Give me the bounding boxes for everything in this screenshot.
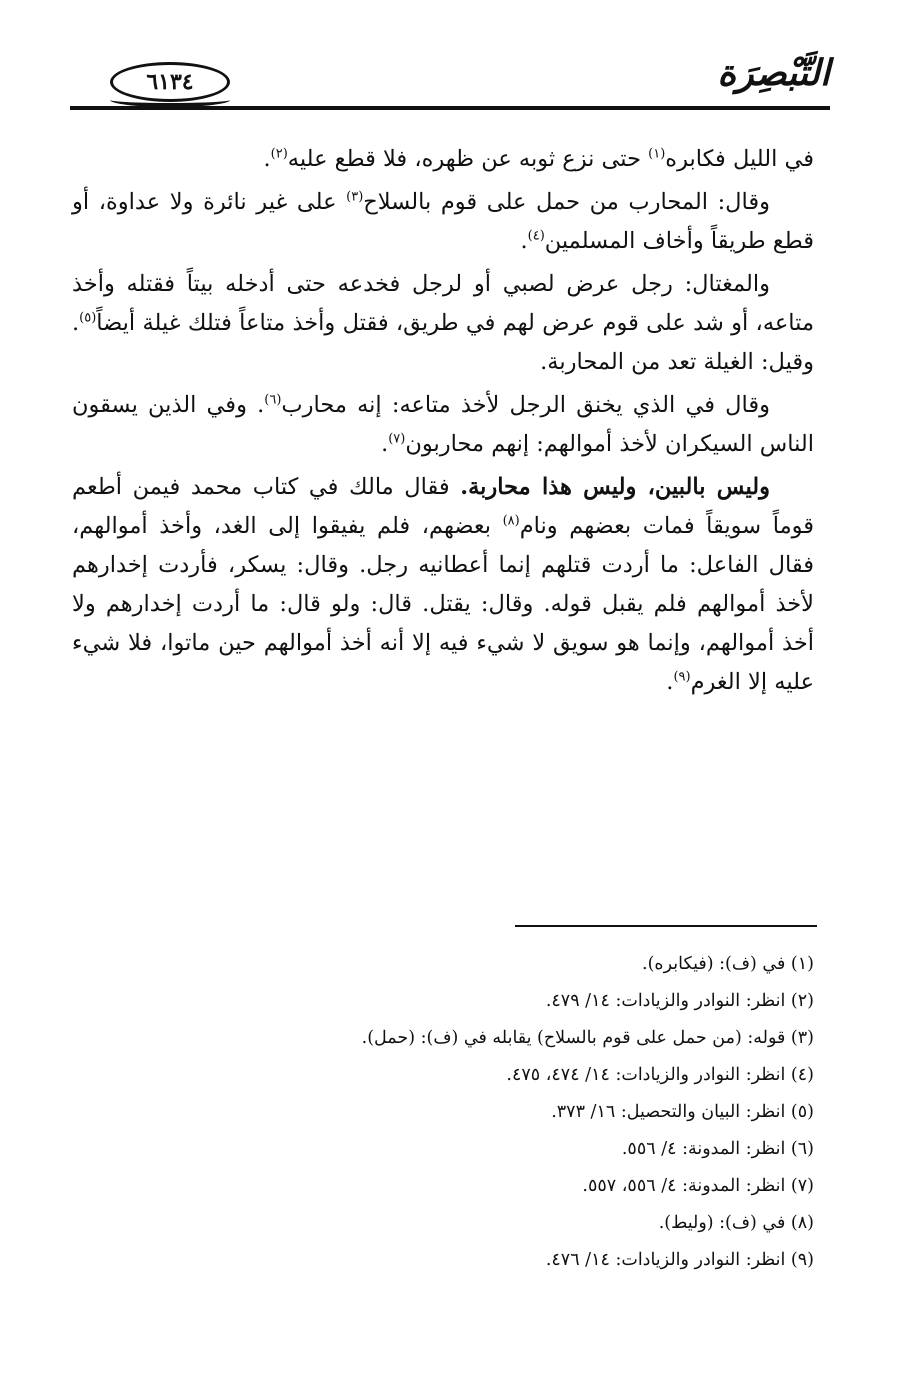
bold-text: وليس بالبين، وليس هذا محاربة. xyxy=(460,474,770,500)
footnote-reference: (٦) xyxy=(264,392,282,408)
text-segment: والمغتال: رجل عرض لصبي أو لرجل فخدعه حتى أدخله بيتاً فقتله وأخذ متاعه، أو شد على قوم عرض لهم في طريق، فقتل وأخذ متاعاً فتلك غيلة أيضاً xyxy=(72,271,814,336)
footnote-reference: (٥) xyxy=(79,310,97,326)
footnote-reference: (٣) xyxy=(346,189,364,205)
paragraph xyxy=(72,140,814,179)
page-number: ٦١٣٤ xyxy=(146,69,194,95)
footnote: (٦) انظر: المدونة: ٤/ ٥٥٦. xyxy=(621,1139,814,1159)
footnote: (٤) انظر: النوادر والزيادات: ١٤/ ٤٧٤، ٤٧٥. xyxy=(506,1065,814,1085)
footnote-reference: (٢) xyxy=(270,146,288,162)
text-segment: وقال في الذي يخنق الرجل لأخذ متاعه: إنه محارب xyxy=(281,392,771,418)
text-segment: بعضهم، فلم يفيقوا إلى الغد، وأخذ أموالهم، فقال الفاعل: ما أردت قتلهم إنما أعطانيه رجل. وقال: يسكر، فأردت إخدارهم لأخذ أموالهم فلم يقبل قوله. وقال: يقتل. قال: ولو قال: ما أردت إخدارهم ولا أخذ أموالهم، وإنما هو سويق لا شيء فيه إلا أنه أخذ أموالهم حين ماتوا، فلا شيء عليه إلا الغرم xyxy=(72,513,814,695)
text-segment: حتى نزع ثوبه عن ظهره، فلا قطع عليه xyxy=(287,146,649,172)
footnote: (٣) قوله: (من حمل على قوم بالسلاح) يقابله في (ف): (حمل). xyxy=(361,1028,814,1048)
main-text xyxy=(72,140,814,706)
text-segment: في الليل فكابره xyxy=(665,146,814,172)
footnote: (٢) انظر: النوادر والزيادات: ١٤/ ٤٧٩. xyxy=(545,991,814,1011)
footnote: (٩) انظر: النوادر والزيادات: ١٤/ ٤٧٦. xyxy=(545,1250,814,1270)
text-segment: . وقيل: الغيلة تعد من المحاربة. xyxy=(72,310,814,375)
text-segment: . xyxy=(666,669,674,695)
footnote-reference: (٤) xyxy=(527,228,545,244)
footnote: (٧) انظر: المدونة: ٤/ ٥٥٦، ٥٥٧. xyxy=(582,1176,814,1196)
footnote: (١) في (ف): (فيكابره). xyxy=(642,954,814,974)
header-rule xyxy=(70,106,830,110)
text-segment: . xyxy=(263,146,271,172)
text-segment: فقال مالك في كتاب محمد فيمن أطعم قوماً سويقاً فمات بعضهم ونام xyxy=(72,474,815,539)
book-title: التَّبْصِرَة xyxy=(717,52,830,94)
text-segment: . xyxy=(520,228,528,254)
text-segment: . xyxy=(381,431,389,457)
paragraph xyxy=(72,183,814,261)
text-segment: . وفي الذين يسقون الناس السيكران لأخذ أموالهم: إنهم محاربون xyxy=(72,392,814,457)
footnote-reference: (١) xyxy=(648,146,666,162)
footnotes xyxy=(114,946,814,1279)
paragraph xyxy=(72,386,814,464)
text-segment: وقال: المحارب من حمل على قوم بالسلاح xyxy=(363,189,770,215)
text-segment: على غير نائرة ولا عداوة، أو قطع طريقاً وأخاف المسلمين xyxy=(72,189,814,254)
paragraph xyxy=(72,468,814,702)
footnote-reference: (٧) xyxy=(388,431,406,447)
paragraph xyxy=(72,265,814,382)
page-header xyxy=(70,52,830,112)
footnote: (٥) انظر: البيان والتحصيل: ١٦/ ٣٧٣. xyxy=(551,1102,814,1122)
page-number-badge xyxy=(110,62,230,102)
footnote-separator xyxy=(515,925,817,927)
footnote-reference: (٨) xyxy=(502,513,520,529)
footnote-reference: (٩) xyxy=(673,669,691,685)
footnote: (٨) في (ف): (وليط). xyxy=(658,1213,814,1233)
